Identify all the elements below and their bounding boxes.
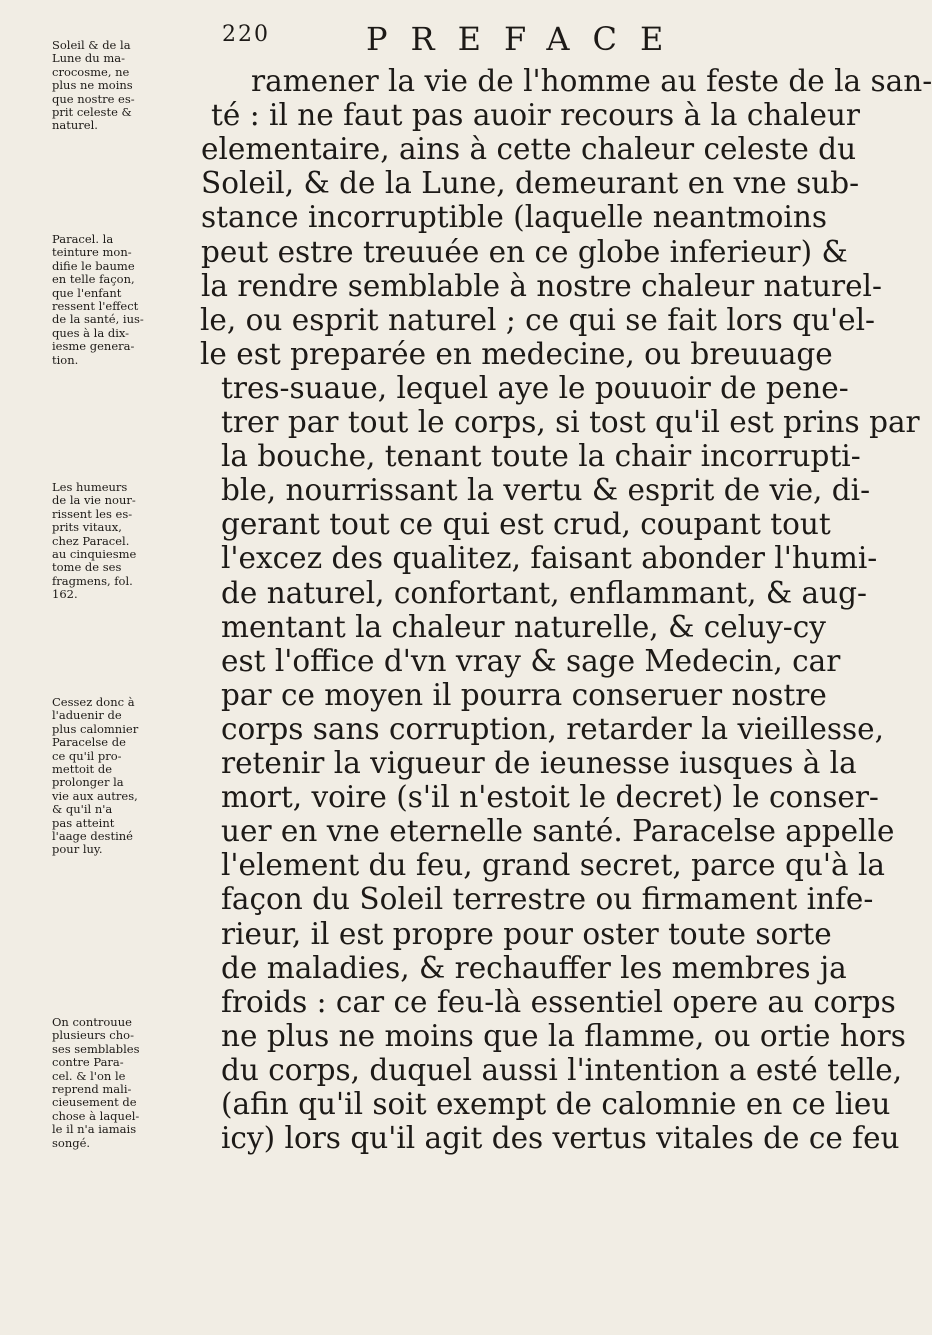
margin-note-line: prolonger la	[52, 775, 124, 790]
margin-note-line: vie aux autres,	[52, 788, 138, 803]
text-line: stance incorruptible (laquelle neantmoins	[201, 200, 827, 235]
text-line: té : il ne faut pas auoir recours à la chaleur	[211, 98, 860, 133]
text-line: peut estre treuuée en ce globe inferieur) &	[201, 234, 848, 269]
text-line: est l'office d'vn vray & sage Medecin, car	[221, 643, 841, 678]
text-line: de naturel, confortant, enflammant, & aug-	[221, 575, 867, 610]
margin-note-line: teinture mon-	[52, 245, 132, 260]
margin-note-line: plus ne moins	[52, 78, 133, 93]
margin-note-line: ce qu'il pro-	[52, 748, 122, 763]
text-line: froids : car ce feu-là essentiel opere au corps	[221, 984, 896, 1019]
text-line: façon du Soleil terrestre ou firmament infe-	[221, 882, 874, 917]
text-line: du corps, duquel aussi l'intention a esté telle,	[221, 1052, 903, 1087]
margin-note-line: pas atteint	[52, 815, 115, 830]
margin-note-line: cieusement de	[52, 1095, 137, 1110]
margin-note-line: tion.	[52, 352, 79, 367]
margin-note-line: rissent les es-	[52, 506, 133, 521]
margin-note-line: que l'enfant	[52, 285, 122, 300]
margin-note-line: plusieurs cho-	[52, 1028, 134, 1043]
margin-note-line: mettoit de	[52, 762, 112, 776]
margin-note-line: de la vie nour-	[52, 493, 136, 508]
margin-note-line: Paracel. la	[52, 232, 114, 246]
running-head: PREFACE	[366, 20, 687, 58]
margin-note-line: On controuue	[52, 1015, 132, 1029]
margin-note-line: songé.	[52, 1135, 91, 1150]
page-number: 220	[222, 22, 270, 47]
text-line: elementaire, ains à cette chaleur celeste du	[201, 132, 857, 167]
margin-note-line: & qu'il n'a	[52, 802, 113, 817]
margin-note-line: prit celeste &	[52, 105, 132, 119]
text-line: rieur, il est propre pour oster toute sorte	[221, 916, 832, 951]
margin-note-line: au cinquiesme	[52, 547, 137, 561]
margin-note-line: naturel.	[52, 118, 98, 133]
margin-note-line: fragmens, fol.	[52, 573, 133, 588]
margin-note-line: difie le baume	[52, 258, 135, 273]
margin-note-line: Les humeurs	[52, 480, 128, 494]
text-line: l'excez des qualitez, faisant abonder l'humi-	[221, 541, 878, 576]
margin-note-line: tome de ses	[52, 560, 122, 575]
text-line: par ce moyen il pourra conseruer nostre	[221, 677, 827, 712]
margin-note-line: plus calomnier	[52, 721, 139, 736]
margin-note-line: ques à la dix-	[52, 325, 130, 340]
margin-note-line: le il n'a iamais	[52, 1122, 137, 1137]
margin-note-line: Cessez donc à	[52, 695, 135, 709]
text-line: retenir la vigueur de ieunesse iusques à la	[221, 746, 857, 780]
margin-note-line: chez Paracel.	[52, 533, 130, 548]
margin-note-line: contre Para-	[52, 1055, 124, 1070]
text-line: mentant la chaleur naturelle, & celuy-cy	[221, 609, 826, 644]
text-line: le, ou esprit naturel ; ce qui se fait lors qu'el-	[200, 302, 876, 337]
margin-note-line: reprend mali-	[52, 1082, 132, 1096]
margin-note-line: Soleil & de la	[52, 38, 131, 52]
text-line: le est preparée en medecine, ou breuuage	[200, 336, 833, 371]
text-line: gerant tout ce qui est crud, coupant tout	[221, 507, 831, 542]
text-line: l'element du feu, grand secret, parce qu'à la	[221, 848, 885, 883]
text-line: tres-suaue, lequel aye le pouuoir de pene-	[221, 370, 849, 405]
margin-note-line: ressent l'effect	[52, 299, 139, 313]
text-line: mort, voire (s'il n'estoit le decret) le conser-	[221, 780, 879, 815]
text-line: ne plus ne moins que la flamme, ou ortie hors	[221, 1018, 906, 1053]
margin-note-line: chose à laquel-	[52, 1108, 140, 1123]
margin-note-line: que nostre es-	[52, 91, 135, 106]
text-line: trer par tout le corps, si tost qu'il est prins par	[221, 405, 920, 439]
margin-note-line: 162.	[52, 587, 78, 602]
margin-note-line: l'aage destiné	[52, 829, 133, 843]
margin-note-line: l'aduenir de	[52, 708, 122, 723]
margin-note-line: en telle façon,	[52, 272, 135, 287]
margin-note-line: pour luy.	[52, 842, 103, 857]
margin-note-line: iesme genera-	[52, 339, 135, 354]
text-line: uer en vne eternelle santé. Paracelse appelle	[221, 814, 895, 849]
text-line: la bouche, tenant toute la chair incorrupti-	[221, 439, 861, 474]
text-line: Soleil, & de la Lune, demeurant en vne sub-	[201, 166, 860, 201]
margin-note-line: cel. & l'on le	[52, 1068, 126, 1083]
margin-note-line: Lune du ma-	[52, 51, 125, 66]
margin-note-line: de la santé, ius-	[52, 312, 144, 327]
text-line: icy) lors qu'il agit des vertus vitales de ce feu	[221, 1121, 900, 1156]
text-line: de maladies, & rechauffer les membres ja	[221, 950, 847, 985]
margin-note-line: Paracelse de	[52, 735, 126, 750]
text-line: ramener la vie de l'homme au feste de la san-	[251, 64, 932, 98]
text-line: corps sans corruption, retarder la vieillesse,	[221, 711, 884, 746]
text-line: ble, nourrissant la vertu & esprit de vie, di-	[221, 473, 871, 508]
text-line: (afin qu'il soit exempt de calomnie en ce lieu	[221, 1087, 891, 1121]
margin-note-line: prits vitaux,	[52, 520, 122, 535]
text-line: la rendre semblable à nostre chaleur naturel-	[201, 268, 882, 303]
margin-note-line: crocosme, ne	[52, 64, 130, 79]
margin-note-line: ses semblables	[52, 1041, 140, 1056]
